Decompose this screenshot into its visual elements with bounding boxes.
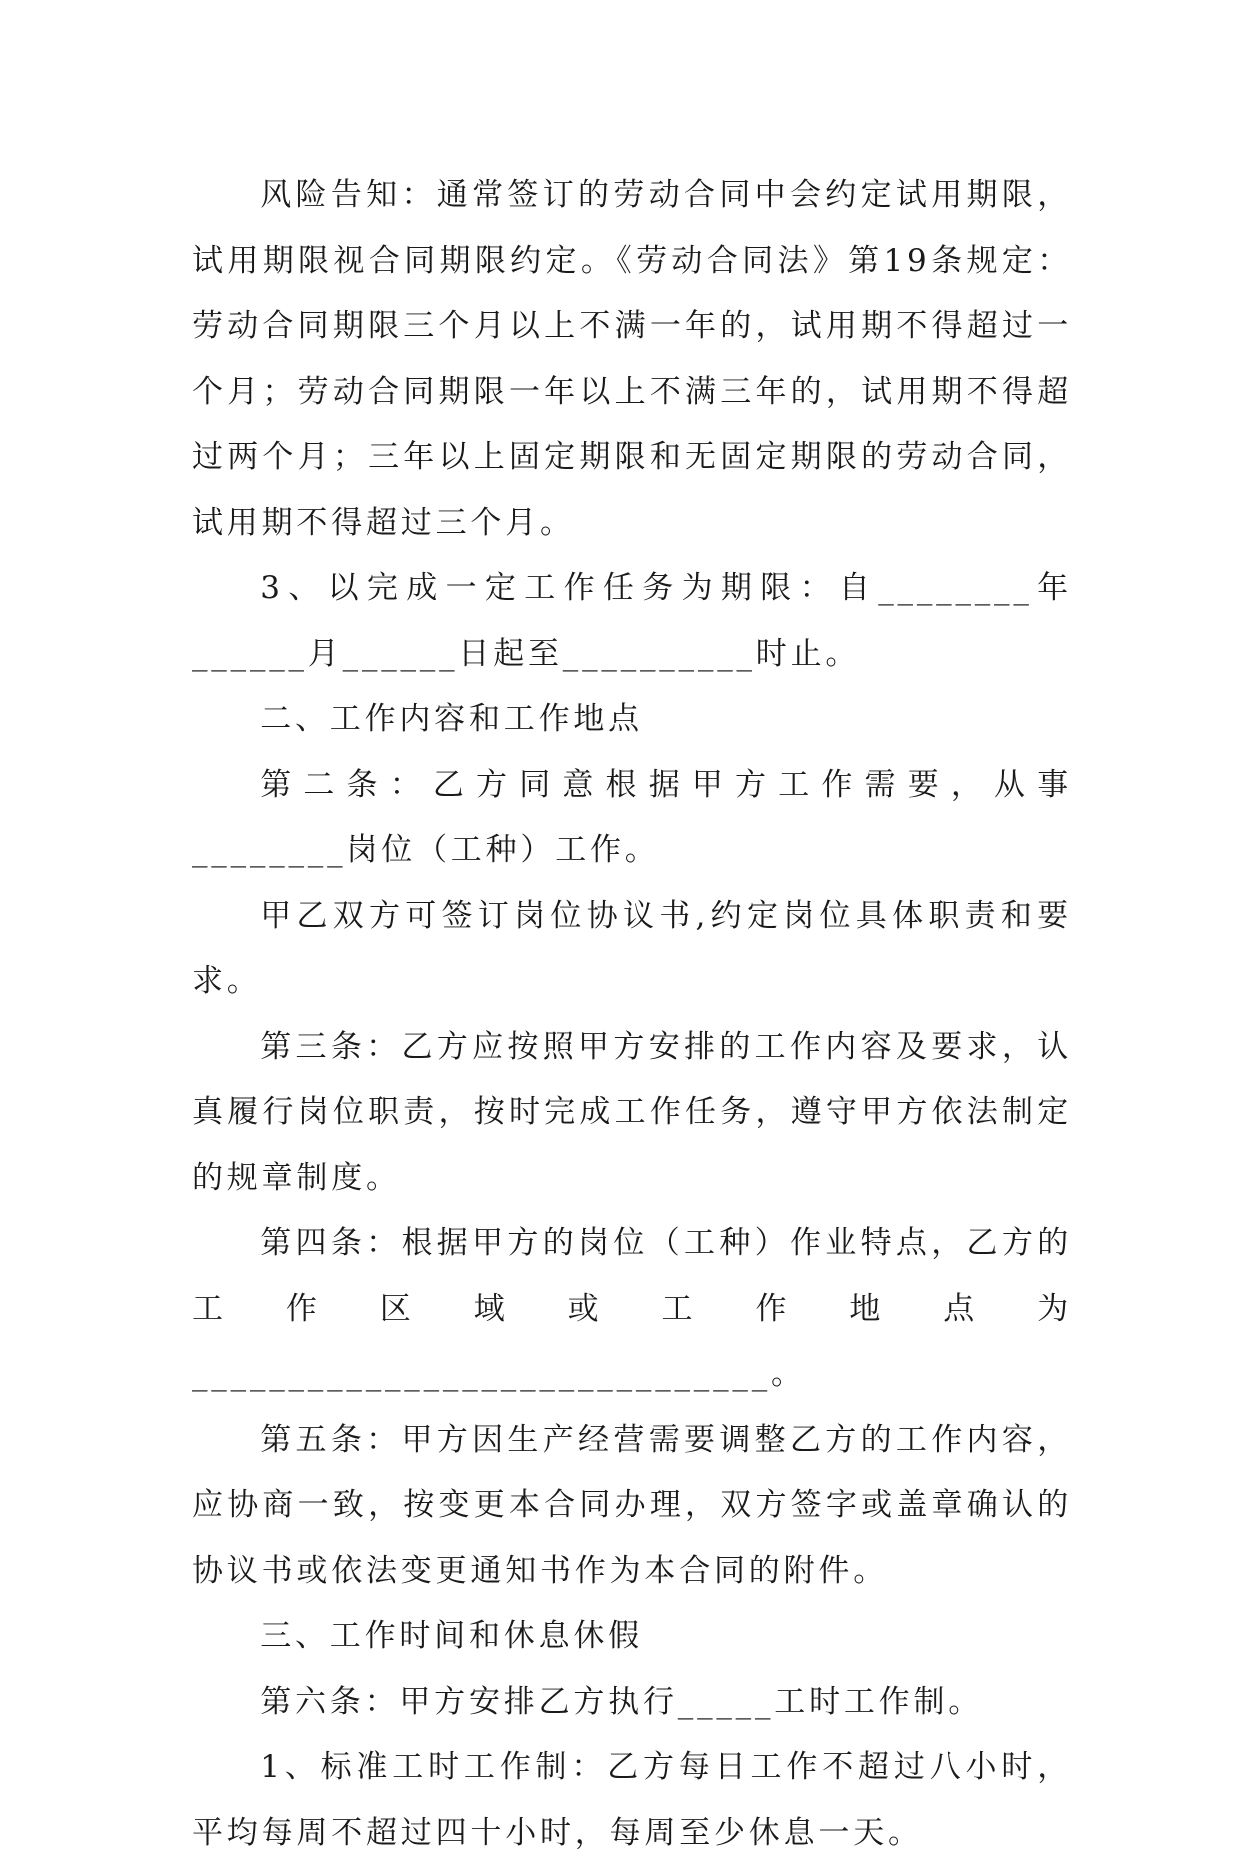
paragraph-position-agreement: 甲乙双方可签订岗位协议书,约定岗位具体职责和要求。 xyxy=(192,897,1072,999)
paragraph-article-6: 第六条：甲方安排乙方执行_____工时工作制。 xyxy=(260,1683,984,1720)
paragraph-risk-notice: 风险告知：通常签订的劳动合同中会约定试用期限，试用期限视合同期限约定。《劳动合同法》第19条规定：劳动合同期限三个月以上不满一年的，试用期不得超过一个月；劳动合同期限一年以上不满三年的，试用期不得超过两个月；三年以上固定期限和无固定期限的劳动合同，试用期不得超过三个月。 xyxy=(192,177,1072,541)
paragraph-article-3: 第三条：乙方应按照甲方安排的工作内容及要求，认真履行岗位职责，按时完成工作任务，遵守甲方依法制定的规章制度。 xyxy=(192,1028,1072,1196)
section-heading-work-content: 二、工作内容和工作地点 xyxy=(260,701,643,737)
paragraph-article-2: 第二条：乙方同意根据甲方工作需要，从事________岗位（工种）工作。 xyxy=(192,766,1072,868)
section-heading-work-time: 三、工作时间和休息休假 xyxy=(260,1618,643,1654)
paragraph-task-term: 3、以完成一定工作任务为期限：自________年______月______日起至__________时止。 xyxy=(192,570,1072,672)
paragraph-standard-hours: 1、标准工时工作制：乙方每日工作不超过八小时，平均每周不超过四十小时，每周至少休息一天。 xyxy=(192,1749,1072,1851)
paragraph-article-4: 第四条：根据甲方的岗位（工种）作业特点，乙方的工作区域或工作地点为______________________________。 xyxy=(192,1225,1072,1392)
paragraph-article-5: 第五条：甲方因生产经营需要调整乙方的工作内容，应协商一致，按变更本合同办理，双方签字或盖章确认的协议书或依法变更通知书作为本合同的附件。 xyxy=(192,1421,1072,1589)
document-body xyxy=(192,163,1072,1866)
